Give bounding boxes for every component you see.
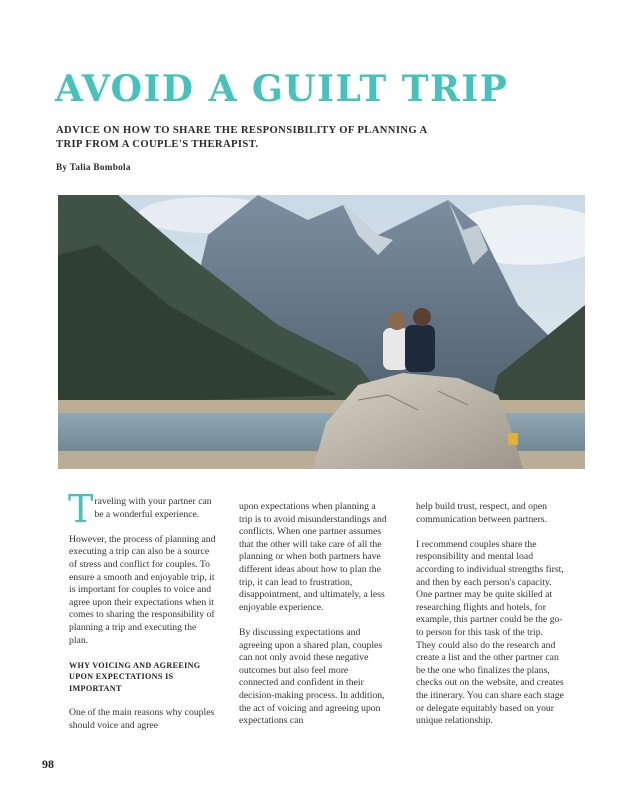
drop-cap: T [68, 487, 94, 531]
paragraph: One of the main reasons why couples should voice and agree [69, 707, 215, 731]
page-number: 98 [42, 757, 54, 771]
paragraph: help build trust, respect, and open communication between partners. [416, 501, 548, 525]
article-subtitle: ADVICE ON HOW TO SHARE THE RESPONSIBILITY OF PLANNING A TRIP FROM A COUPLE'S THERAPIST. [56, 125, 427, 150]
paragraph: By discussing expectations and agreeing upon a shared plan, couples can not only avoid these negative outcomes but also feel more connected and confident in their decision-making process. In addition, the act of voicing and agreeing upon expectations can [239, 626, 385, 727]
column-1 [68, 487, 217, 745]
article-title: AVOID A GUILT TRIP [55, 68, 509, 110]
column-3 [416, 501, 564, 740]
intro-text: raveling with your partner can be a wonderful experience. [94, 496, 212, 520]
intro-paragraph [68, 487, 217, 531]
hero-photo [58, 195, 585, 469]
paragraph: upon expectations when planning a trip is to avoid misunderstandings and conflicts. When one partner assumes that the other will take care of all the planning or when both partners have different ideas about how to plan the trip, it can lead to frustration, disappointment, and ultimately, a less enjoyable experience. [239, 501, 387, 613]
paragraph: However, the process of planning and executing a trip can also be a source of stress and conflict for couples. To ensure a smooth and enjoyable trip, it is important for couples to voice and agree upon their expectations when it comes to sharing the responsibility of planning a trip and executing the plan. [69, 533, 216, 646]
byline: By Talia Bombola [56, 162, 131, 172]
column-2 [239, 501, 387, 740]
paragraph: I recommend couples share the responsibility and mental load according to individual strengths first, and then by each person's capacity. One partner may be quite skilled at researching flights and hotels, for example, this partner could be the go-to person for this task of the trip. They could also do the research and create a list and the other partner can be the one who finalizes the plans, checks out on the website, and creates the itinerary. You can share each stage or delegate equitably based on your unique relationship. [416, 538, 564, 727]
section-heading: WHY VOICING AND AGREEING UPON EXPECTATIONS IS IMPORTANT [69, 660, 201, 693]
